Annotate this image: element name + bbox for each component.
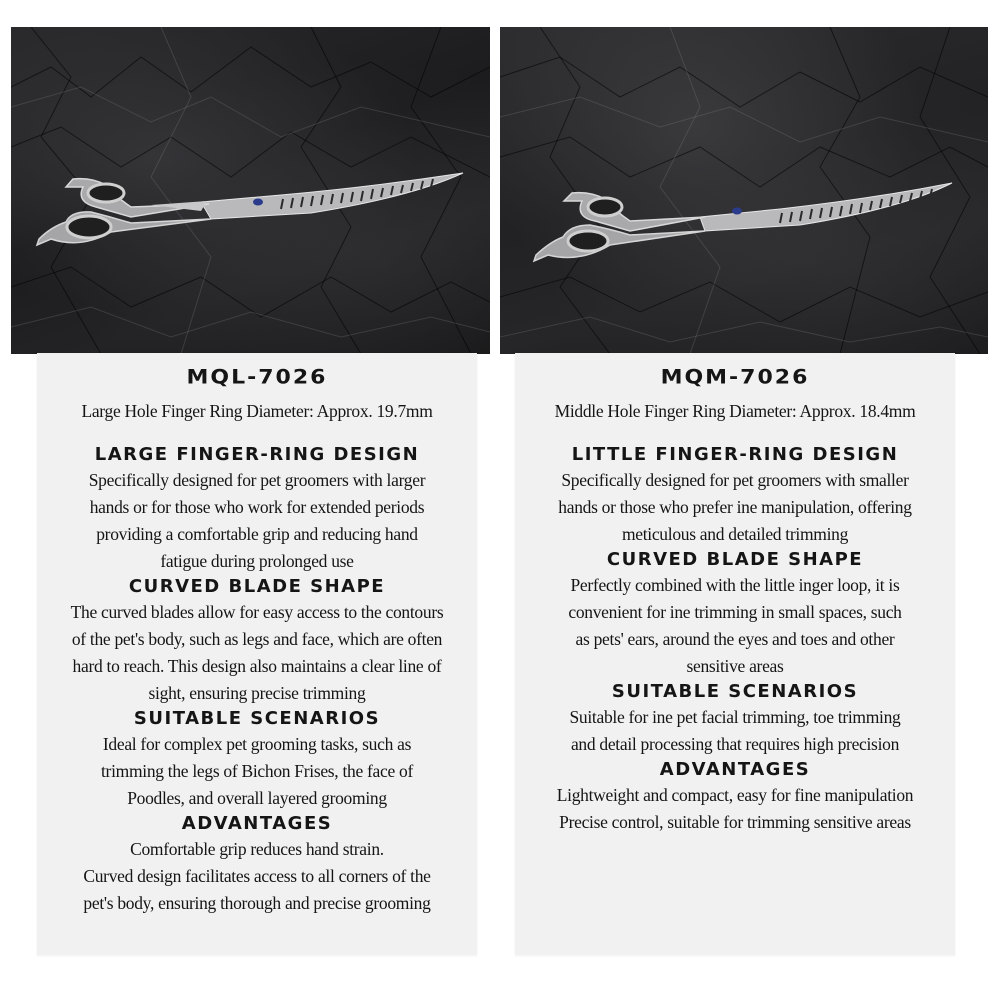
section-title-curved-blade: CURVED BLADE SHAPE: [128, 576, 386, 597]
text-line: sensitive areas: [686, 656, 784, 676]
model-number: MQL-7026: [186, 366, 328, 389]
section-title-curved-blade: CURVED BLADE SHAPE: [606, 549, 864, 570]
section-title-scenarios: SUITABLE SCENARIOS: [611, 681, 859, 702]
text-line: and detail processing that requires high precision: [570, 734, 900, 754]
section-body-finger-ring: [515, 467, 955, 548]
product-card-mql-7026: [37, 353, 477, 955]
scissors-image: [11, 27, 490, 354]
finger-ring-spec: Large Hole Finger Ring Diameter: Approx. 19.7mm: [81, 401, 433, 421]
section-body-curved-blade: [515, 572, 955, 680]
product-photo-mqm-7026: [500, 27, 988, 354]
text-line: Suitable for ine pet facial trimming, toe trimming: [569, 707, 901, 727]
text-line: Ideal for complex pet grooming tasks, such as: [102, 734, 412, 754]
text-line: hands or for those who work for extended periods: [89, 497, 425, 517]
text-line: sight, ensuring precise trimming: [148, 683, 366, 703]
text-line: trimming the legs of Bichon Frises, the face of: [100, 761, 413, 781]
text-line: as pets' ears, around the eyes and toes and other: [575, 629, 895, 649]
product-card-mqm-7026: [515, 353, 955, 955]
text-line: Precise control, suitable for trimming sensitive areas: [559, 812, 911, 832]
section-body-curved-blade: [37, 599, 477, 707]
text-line: providing a comfortable grip and reducing hand: [96, 524, 418, 544]
section-title-finger-ring: LITTLE FINGER-RING DESIGN: [571, 444, 899, 465]
text-line: Specifically designed for pet groomers with larger: [88, 470, 426, 490]
section-title-advantages: ADVANTAGES: [659, 759, 811, 780]
product-photo-mql-7026: [11, 27, 490, 354]
finger-ring-spec: Middle Hole Finger Ring Diameter: Approx. 18.4mm: [554, 401, 916, 421]
scissors-image: [500, 27, 988, 354]
section-body-advantages: [515, 782, 955, 836]
section-title-finger-ring: LARGE FINGER-RING DESIGN: [94, 444, 420, 465]
text-line: fatigue during prolonged use: [160, 551, 354, 571]
section-title-advantages: ADVANTAGES: [181, 813, 333, 834]
section-body-advantages: [37, 836, 477, 917]
section-body-finger-ring: [37, 467, 477, 575]
text-line: hard to reach. This design also maintains a clear line of: [72, 656, 442, 676]
text-line: Perfectly combined with the little inger loop, it is: [570, 575, 900, 595]
text-line: Specifically designed for pet groomers with smaller: [561, 470, 909, 490]
model-number: MQM-7026: [660, 366, 810, 389]
section-body-scenarios: [515, 704, 955, 758]
text-line: meticulous and detailed trimming: [621, 524, 849, 544]
text-line: hands or those who prefer ine manipulation, offering: [558, 497, 912, 517]
section-body-scenarios: [37, 731, 477, 812]
text-line: of the pet's body, such as legs and face, which are often: [71, 629, 443, 649]
text-line: convenient for ine trimming in small spaces, such: [568, 602, 902, 622]
text-line: The curved blades allow for easy access to the contours: [70, 602, 444, 622]
text-line: Comfortable grip reduces hand strain.: [130, 839, 384, 859]
text-line: Lightweight and compact, easy for fine manipulation: [556, 785, 914, 805]
text-line: Poodles, and overall layered grooming: [127, 788, 387, 808]
text-line: pet's body, ensuring thorough and precise grooming: [83, 893, 431, 913]
section-title-scenarios: SUITABLE SCENARIOS: [133, 708, 381, 729]
text-line: Curved design facilitates access to all corners of the: [83, 866, 431, 886]
